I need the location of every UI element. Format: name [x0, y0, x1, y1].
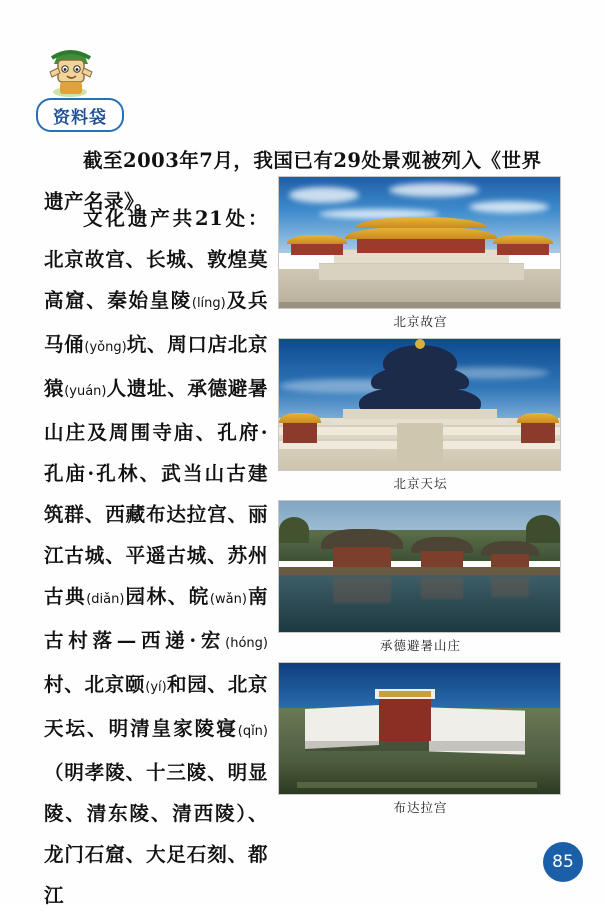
- figure-column: [278, 176, 563, 824]
- figure-chengde: [278, 500, 563, 654]
- para-segment: 园林、皖: [124, 585, 210, 608]
- para-segment: 南古村落—西递·宏: [44, 585, 268, 652]
- para-segment: （明孝陵、十三陵、明显陵、清东陵、清西陵）、龙门石窟、大足石刻、都江: [44, 761, 268, 907]
- figure-potala: [278, 662, 563, 816]
- para-segment: 及兵马俑: [44, 289, 268, 356]
- figure-caption: 北京故宫: [393, 314, 448, 329]
- paragraph-intro: 截至2003年7月，我国已有29处景观被列入《世界遗产名录》。: [44, 149, 542, 213]
- section-badge: [36, 40, 156, 130]
- para-segment: 坑、周口店北京猿: [44, 333, 268, 400]
- badge-pill: [36, 98, 124, 132]
- pinyin-yong: (yǒng): [84, 340, 127, 355]
- pinyin-hong: (hóng): [225, 636, 268, 651]
- badge-label: 资料袋: [53, 107, 107, 128]
- page-number: 85: [543, 842, 583, 882]
- figure-temple-of-heaven: [278, 338, 563, 492]
- pinyin-wan: (wǎn): [209, 592, 247, 607]
- cartoon-boy-icon: [44, 40, 100, 100]
- figure-forbidden-city: [278, 176, 563, 330]
- pinyin-ling: (líng): [191, 296, 226, 311]
- pinyin-yuan: (yuán): [64, 384, 107, 399]
- para-segment: 和园、北京天坛、明清皇家陵寝: [44, 673, 268, 740]
- pinyin-yi: (yí): [145, 680, 167, 695]
- forbidden-city-photo: [278, 176, 561, 309]
- para-segment: 文化遗产共21处：北京故宫、长城、敦煌莫高窟、秦始皇陵: [44, 207, 268, 312]
- pinyin-qin: (qǐn): [237, 724, 268, 739]
- para-segment: 人遗址、承德避暑山庄及周围寺庙、孔府·孔庙·孔林、武当山古建筑群、西藏布达拉宫、丽江古城、平遥古城、苏州古典: [44, 377, 268, 608]
- figure-caption: 北京天坛: [393, 476, 448, 491]
- pinyin-dian: (diǎn): [86, 592, 125, 607]
- chengde-mountain-resort-photo: [278, 500, 561, 633]
- temple-of-heaven-photo: [278, 338, 561, 471]
- figure-caption: 布达拉宫: [393, 800, 448, 815]
- potala-palace-photo: [278, 662, 561, 795]
- paragraph-list: [44, 198, 268, 916]
- figure-caption: 承德避暑山庄: [379, 638, 461, 653]
- para-segment: 村、北京颐: [44, 673, 146, 696]
